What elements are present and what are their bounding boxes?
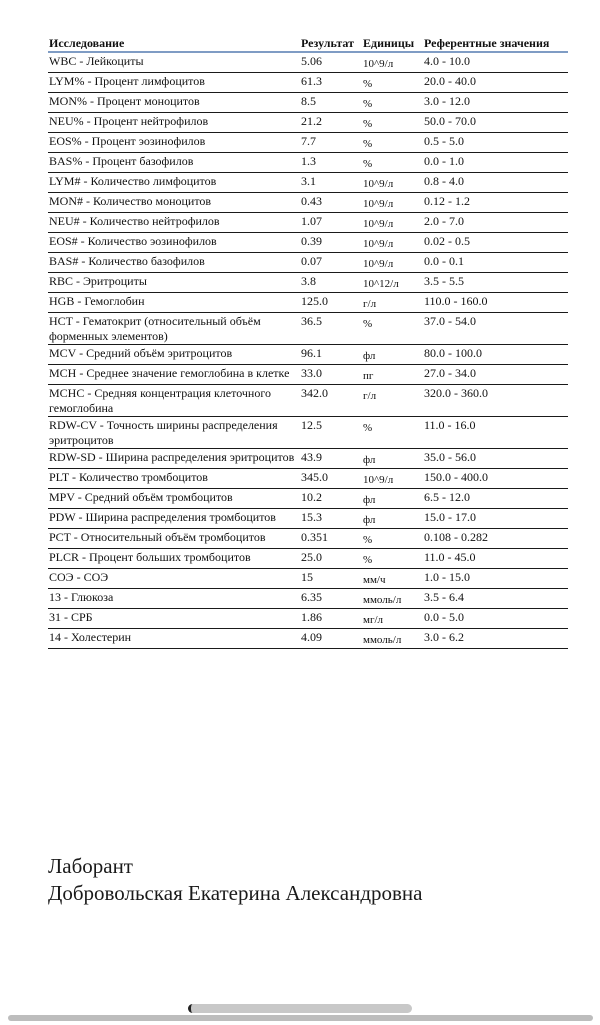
cell-test: PCT - Относительный объём тромбоцитов	[49, 530, 266, 544]
cell-reference: 110.0 - 160.0	[424, 294, 488, 308]
header-result: Результат	[301, 36, 355, 50]
cell-test: MCH - Среднее значение гемоглобина в клетке	[49, 366, 290, 380]
cell-result: 36.5	[301, 314, 322, 328]
cell-reference: 4.0 - 10.0	[424, 54, 470, 68]
table-row	[48, 549, 568, 569]
cell-result: 345.0	[301, 470, 328, 484]
cell-reference: 0.0 - 1.0	[424, 154, 464, 168]
table-row	[48, 73, 568, 93]
cell-reference: 0.12 - 1.2	[424, 194, 470, 208]
cell-test: WBC - Лейкоциты	[49, 54, 144, 68]
cell-units: мм/ч	[363, 574, 386, 586]
cell-units: %	[363, 534, 373, 546]
cell-reference: 3.0 - 12.0	[424, 94, 470, 108]
table-row	[48, 345, 568, 365]
header-test: Исследование	[49, 36, 125, 50]
cell-result: 21.2	[301, 114, 322, 128]
cell-units: 10^9/л	[363, 58, 394, 70]
cell-result: 6.35	[301, 590, 322, 604]
cell-test: LYM% - Процент лимфоцитов	[49, 74, 205, 88]
cell-units: пг	[363, 370, 374, 382]
cell-result: 3.1	[301, 174, 316, 188]
cell-result: 0.351	[301, 530, 328, 544]
results-table	[48, 33, 568, 649]
cell-result: 1.07	[301, 214, 322, 228]
signature-block	[48, 853, 422, 907]
cell-result: 25.0	[301, 550, 322, 564]
cell-test: PLT - Количество тромбоцитов	[49, 470, 208, 484]
table-row	[48, 133, 568, 153]
cell-result: 5.06	[301, 54, 322, 68]
cell-reference: 6.5 - 12.0	[424, 490, 470, 504]
cell-reference: 20.0 - 40.0	[424, 74, 476, 88]
cell-test: 14 - Холестерин	[49, 630, 132, 644]
cell-reference: 35.0 - 56.0	[424, 450, 476, 464]
cell-result: 7.7	[301, 134, 316, 148]
cell-reference: 0.8 - 4.0	[424, 174, 464, 188]
cell-test: 31 - СРБ	[49, 610, 93, 624]
table-header	[48, 33, 568, 51]
cell-reference: 2.0 - 7.0	[424, 214, 464, 228]
cell-test: MCHC - Средняя концентрация клеточного гемоглобина	[49, 386, 271, 415]
cell-result: 15	[301, 570, 313, 584]
cell-reference: 0.5 - 5.0	[424, 134, 464, 148]
table-row	[48, 469, 568, 489]
cell-result: 12.5	[301, 418, 322, 432]
table-row	[48, 233, 568, 253]
cell-result: 8.5	[301, 94, 316, 108]
signature-name: Добровольская Екатерина Александровна	[48, 881, 423, 905]
cell-test: MON% - Процент моноцитов	[49, 94, 200, 108]
cell-units: ммоль/л	[363, 594, 402, 606]
table-row	[48, 273, 568, 293]
cell-units: 10^12/л	[363, 278, 399, 290]
cell-units: мг/л	[363, 614, 384, 626]
cell-test: RDW-CV - Точность ширины распределения эритроцитов	[49, 418, 278, 447]
cell-reference: 0.108 - 0.282	[424, 530, 488, 544]
cell-reference: 15.0 - 17.0	[424, 510, 476, 524]
table-body	[48, 53, 568, 649]
cell-result: 15.3	[301, 510, 322, 524]
table-row	[48, 313, 568, 345]
table-row	[48, 385, 568, 417]
cell-units: %	[363, 78, 373, 90]
cell-units: 10^9/л	[363, 258, 394, 270]
cell-reference: 50.0 - 70.0	[424, 114, 476, 128]
table-row	[48, 449, 568, 469]
cell-reference: 27.0 - 34.0	[424, 366, 476, 380]
horizontal-scrollbar[interactable]	[8, 1015, 593, 1021]
header-reference: Референтные значения	[424, 36, 550, 50]
table-row	[48, 529, 568, 549]
cell-units: %	[363, 422, 373, 434]
cell-units: фл	[363, 514, 376, 526]
table-row	[48, 173, 568, 193]
table-row	[48, 365, 568, 385]
cell-result: 33.0	[301, 366, 322, 380]
cell-result: 342.0	[301, 386, 328, 400]
table-row	[48, 489, 568, 509]
table-row	[48, 629, 568, 649]
cell-test: MON# - Количество моноцитов	[49, 194, 212, 208]
cell-result: 3.8	[301, 274, 316, 288]
cell-test: NEU% - Процент нейтрофилов	[49, 114, 209, 128]
cell-result: 10.2	[301, 490, 322, 504]
cell-units: ммоль/л	[363, 634, 402, 646]
cell-units: 10^9/л	[363, 178, 394, 190]
table-row	[48, 417, 568, 449]
table-row	[48, 193, 568, 213]
cell-test: HGB - Гемоглобин	[49, 294, 145, 308]
table-row	[48, 53, 568, 73]
cell-test: EOS# - Количество эозинофилов	[49, 234, 217, 248]
cell-test: EOS% - Процент эозинофилов	[49, 134, 206, 148]
cell-result: 1.86	[301, 610, 322, 624]
cell-reference: 320.0 - 360.0	[424, 386, 488, 400]
table-row	[48, 609, 568, 629]
cell-units: 10^9/л	[363, 198, 394, 210]
cell-result: 1.3	[301, 154, 316, 168]
cell-result: 4.09	[301, 630, 322, 644]
cell-reference: 1.0 - 15.0	[424, 570, 470, 584]
cell-units: 10^9/л	[363, 474, 394, 486]
cell-test: 13 - Глюкоза	[49, 590, 114, 604]
cell-test: MPV - Средний объём тромбоцитов	[49, 490, 233, 504]
cell-test: HCT - Гематокрит (относительный объём форменных элементов)	[49, 314, 261, 343]
cell-test: PDW - Ширина распределения тромбоцитов	[49, 510, 276, 524]
cell-test: MCV - Средний объём эритроцитов	[49, 346, 233, 360]
cell-test: RDW-SD - Ширина распределения эритроцитов	[49, 450, 295, 464]
cell-test: NEU# - Количество нейтрофилов	[49, 214, 220, 228]
cell-units: %	[363, 158, 373, 170]
cell-units: %	[363, 98, 373, 110]
cell-result: 96.1	[301, 346, 322, 360]
table-row	[48, 93, 568, 113]
table-row	[48, 589, 568, 609]
cell-units: фл	[363, 350, 376, 362]
table-row	[48, 293, 568, 313]
table-row	[48, 569, 568, 589]
cell-units: %	[363, 138, 373, 150]
cell-test: СОЭ - СОЭ	[49, 570, 109, 584]
cell-reference: 37.0 - 54.0	[424, 314, 476, 328]
cell-result: 125.0	[301, 294, 328, 308]
cell-units: %	[363, 554, 373, 566]
table-row	[48, 509, 568, 529]
cell-test: RBC - Эритроциты	[49, 274, 147, 288]
cell-reference: 3.5 - 6.4	[424, 590, 464, 604]
cell-test: PLCR - Процент больших тромбоцитов	[49, 550, 251, 564]
cell-units: 10^9/л	[363, 218, 394, 230]
cell-reference: 80.0 - 100.0	[424, 346, 482, 360]
scroll-indicator-thumb[interactable]	[188, 1004, 412, 1013]
cell-reference: 0.02 - 0.5	[424, 234, 470, 248]
cell-units: фл	[363, 494, 376, 506]
table-row	[48, 213, 568, 233]
cell-units: фл	[363, 454, 376, 466]
cell-result: 43.9	[301, 450, 322, 464]
cell-units: 10^9/л	[363, 238, 394, 250]
cell-reference: 0.0 - 5.0	[424, 610, 464, 624]
cell-reference: 3.5 - 5.5	[424, 274, 464, 288]
cell-reference: 150.0 - 400.0	[424, 470, 488, 484]
cell-reference: 11.0 - 16.0	[424, 418, 476, 432]
cell-units: г/л	[363, 390, 377, 402]
cell-test: LYM# - Количество лимфоцитов	[49, 174, 217, 188]
cell-reference: 0.0 - 0.1	[424, 254, 464, 268]
cell-units: %	[363, 118, 373, 130]
cell-units: г/л	[363, 298, 377, 310]
cell-reference: 11.0 - 45.0	[424, 550, 476, 564]
cell-units: %	[363, 318, 373, 330]
cell-reference: 3.0 - 6.2	[424, 630, 464, 644]
cell-result: 0.39	[301, 234, 322, 248]
table-row	[48, 253, 568, 273]
table-row	[48, 153, 568, 173]
table-row	[48, 113, 568, 133]
cell-test: BAS# - Количество базофилов	[49, 254, 205, 268]
cell-test: BAS% - Процент базофилов	[49, 154, 194, 168]
signature-role: Лаборант	[48, 854, 133, 878]
header-units: Единицы	[363, 36, 415, 50]
cell-result: 0.07	[301, 254, 322, 268]
cell-result: 0.43	[301, 194, 322, 208]
cell-result: 61.3	[301, 74, 322, 88]
